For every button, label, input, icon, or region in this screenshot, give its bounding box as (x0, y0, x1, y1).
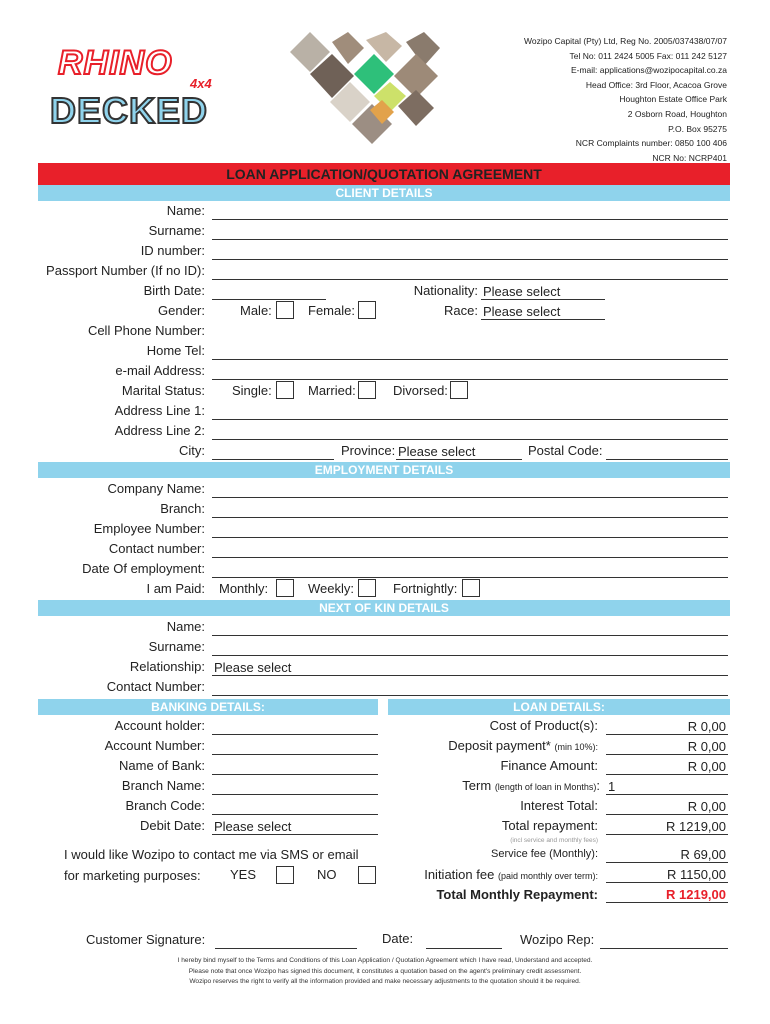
label-surname: Surname: (148, 223, 205, 238)
account-holder-field[interactable] (212, 718, 378, 735)
branch-code-field[interactable] (212, 798, 378, 815)
marketing-yes-checkbox[interactable] (276, 866, 294, 884)
debit-date-select[interactable]: Please select (212, 818, 378, 835)
deposit-label-text: Deposit payment* (448, 738, 551, 753)
company-line: 2 Osborn Road, Houghton (627, 108, 727, 119)
label-i-am-paid: I am Paid: (146, 581, 205, 596)
footer-line: Please note that once Wozipo has signed this document, it constitutes a quotation based on the agent's preliminary credit assessment. (188, 967, 582, 975)
label-company-name: Company Name: (107, 481, 205, 496)
term-field[interactable]: 1 (606, 778, 728, 795)
employee-number-field[interactable] (212, 521, 728, 538)
branch-name-field[interactable] (212, 778, 378, 795)
initiation-fee-value: R 1150,00 (606, 866, 728, 883)
label-name: Name: (166, 203, 205, 218)
cost-of-products-value[interactable]: R 0,00 (606, 718, 728, 735)
total-repayment-value: R 1219,00 (606, 818, 728, 835)
label-service-fee: Service fee (Monthly): (491, 848, 598, 860)
label-postal-code: Postal Code: (528, 443, 603, 458)
label-birth-date: Birth Date: (143, 283, 205, 298)
marketing-consent-text: I would like Wozipo to contact me via SMS or email (64, 847, 359, 862)
label-deposit-payment (448, 738, 598, 753)
label-passport: Passport Number (If no ID): (46, 263, 205, 278)
label-debit-date: Debit Date: (139, 818, 205, 833)
label-male: Male: (240, 303, 272, 318)
label-total-repayment: Total repayment: (501, 818, 598, 833)
married-checkbox[interactable] (358, 381, 376, 399)
company-line: Wozipo Capital (Pty) Ltd, Reg No. 2005/037438/07/07 (523, 36, 727, 46)
label-kin-contact: Contact Number: (106, 679, 205, 694)
label-gender: Gender: (158, 303, 205, 318)
label-customer-signature: Customer Signature: (86, 932, 206, 947)
label-relationship: Relationship: (129, 659, 205, 674)
id-number-field[interactable] (212, 243, 728, 260)
city-field[interactable] (212, 443, 334, 460)
title-bar (38, 163, 730, 185)
label-account-number: Account Number: (104, 738, 205, 753)
label-branch-code: Branch Code: (125, 798, 205, 813)
section-client-details: CLIENT DETAILS (38, 185, 730, 201)
footer-line: I hereby bind myself to the Terms and Conditions of this Loan Application / Quotation Agreement which I have read, Understand and accepted. (177, 957, 593, 964)
label-home-tel: Home Tel: (146, 343, 205, 358)
label-name-of-bank: Name of Bank: (119, 758, 205, 773)
label-account-holder: Account holder: (114, 718, 205, 733)
label-cell-phone: Cell Phone Number: (87, 323, 205, 338)
collage-diamonds (290, 32, 440, 144)
kin-name-field[interactable] (212, 619, 728, 636)
company-line: Head Office: 3rd Floor, Acacoa Grove (585, 79, 727, 90)
label-date: Date: (382, 931, 414, 946)
single-checkbox[interactable] (276, 381, 294, 399)
incl-fees-note: (incl service and monthly fees) (510, 837, 598, 844)
kin-surname-field[interactable] (212, 639, 728, 656)
page-title: LOAN APPLICATION/QUOTATION AGREEMENT (226, 166, 542, 182)
company-line: P.O. Box 95275 (668, 123, 727, 134)
divorced-checkbox[interactable] (450, 381, 468, 399)
label-email: e-mail Address: (115, 363, 205, 378)
label-kin-name: Name: (166, 619, 205, 634)
name-of-bank-field[interactable] (212, 758, 378, 775)
company-info (524, 34, 727, 165)
footer-terms (0, 956, 770, 988)
relationship-select[interactable]: Please select (212, 659, 728, 676)
label-interest-total: Interest Total: (520, 798, 598, 813)
footer-line: Wozipo reserves the right to verify all the information provided and make necessary adjustments to the quotation should it be required. (189, 978, 581, 985)
term-label-text: Term (462, 778, 492, 793)
label-marital-status: Marital Status: (121, 383, 205, 398)
company-line: Houghton Estate Office Park (619, 94, 727, 105)
email-field[interactable] (212, 363, 728, 380)
label-fortnightly: Fortnightly: (393, 581, 458, 596)
name-field[interactable] (212, 203, 728, 220)
male-checkbox[interactable] (276, 301, 294, 319)
label-female: Female: (308, 303, 355, 318)
date-field[interactable] (426, 932, 502, 949)
deposit-payment-value[interactable]: R 0,00 (606, 738, 728, 755)
label-employee-number: Employee Number: (93, 521, 205, 536)
logo-4x4-text: 4x4 (190, 76, 212, 91)
province-select[interactable]: Please select (396, 443, 522, 460)
label-address-2: Address Line 2: (114, 423, 205, 438)
label-race: Race: (444, 303, 478, 318)
fortnightly-checkbox[interactable] (462, 579, 480, 597)
term-label-colon: : (596, 778, 600, 793)
label-id-number: ID number: (140, 243, 205, 258)
label-monthly: Monthly: (219, 581, 269, 596)
label-wozipo-rep: Wozipo Rep: (520, 932, 595, 947)
interest-total-value: R 0,00 (606, 798, 728, 815)
label-province: Province: (341, 443, 396, 458)
rhino-logo (50, 44, 230, 134)
weekly-checkbox[interactable] (358, 579, 376, 597)
account-number-field[interactable] (212, 738, 378, 755)
label-cost-of-products: Cost of Product(s): (489, 718, 598, 733)
label-yes: YES (230, 867, 257, 882)
photo-collage (290, 32, 458, 150)
monthly-checkbox[interactable] (276, 579, 294, 597)
female-checkbox[interactable] (358, 301, 376, 319)
label-no: NO (317, 867, 337, 882)
wozipo-rep-field[interactable] (600, 932, 728, 949)
label-date-of-employment: Date Of employment: (82, 561, 205, 576)
kin-contact-field[interactable] (212, 679, 728, 696)
company-line: Tel No: 011 2424 5005 Fax: 011 242 5127 (569, 50, 727, 61)
label-branch-name: Branch Name: (121, 778, 205, 793)
label-initiation-fee (424, 867, 598, 882)
company-line: NCR No: NCRP401 (652, 152, 727, 163)
logo-rhino-text: RHINO (58, 44, 173, 82)
birth-date-field[interactable] (212, 283, 326, 300)
postal-code-field[interactable] (606, 443, 728, 460)
label-contact-number: Contact number: (108, 541, 205, 556)
address-1-field[interactable] (212, 403, 728, 420)
address-2-field[interactable] (212, 423, 728, 440)
term-label-note: (length of loan in Months) (494, 782, 597, 792)
label-term (462, 778, 600, 793)
label-divorced: Divorsed: (393, 383, 448, 398)
company-line: NCR Complaints number: 0850 100 406 (575, 138, 727, 149)
marketing-consent-text-2: for marketing purposes: (64, 868, 201, 883)
service-fee-value: R 69,00 (606, 846, 728, 863)
company-line: E-mail: applications@wozipocapital.co.za (570, 65, 727, 76)
label-total-monthly-repayment: Total Monthly Repayment: (436, 887, 598, 902)
label-weekly: Weekly: (308, 581, 354, 596)
logo-decked-text: DECKED (50, 90, 209, 131)
label-city: City: (179, 443, 205, 458)
label-address-1: Address Line 1: (114, 403, 205, 418)
label-branch: Branch: (160, 501, 205, 516)
label-finance-amount: Finance Amount: (500, 758, 598, 773)
race-select[interactable]: Please select (481, 303, 605, 320)
section-loan-details: LOAN DETAILS: (388, 699, 730, 715)
section-banking-details: BANKING DETAILS: (38, 699, 378, 715)
marketing-no-checkbox[interactable] (358, 866, 376, 884)
home-tel-field[interactable] (212, 343, 728, 360)
date-of-employment-field[interactable] (212, 561, 728, 578)
label-nationality: Nationality: (413, 283, 478, 298)
surname-field[interactable] (212, 223, 728, 240)
contact-number-field[interactable] (212, 541, 728, 558)
total-monthly-repayment-value: R 1219,00 (606, 886, 728, 903)
section-next-of-kin: NEXT OF KIN DETAILS (38, 600, 730, 616)
deposit-label-note: (min 10%): (554, 742, 598, 752)
label-kin-surname: Surname: (148, 639, 205, 654)
section-employment-details: EMPLOYMENT DETAILS (38, 462, 730, 478)
branch-field[interactable] (212, 501, 728, 518)
initiation-label-text: Initiation fee (424, 867, 495, 882)
finance-amount-value: R 0,00 (606, 758, 728, 775)
customer-signature-field[interactable] (215, 932, 357, 949)
company-name-field[interactable] (212, 481, 728, 498)
label-single: Single: (232, 383, 272, 398)
nationality-select[interactable]: Please select (481, 283, 605, 300)
passport-field[interactable] (212, 263, 728, 280)
initiation-label-note: (paid monthly over term): (497, 871, 598, 881)
label-married: Married: (308, 383, 356, 398)
